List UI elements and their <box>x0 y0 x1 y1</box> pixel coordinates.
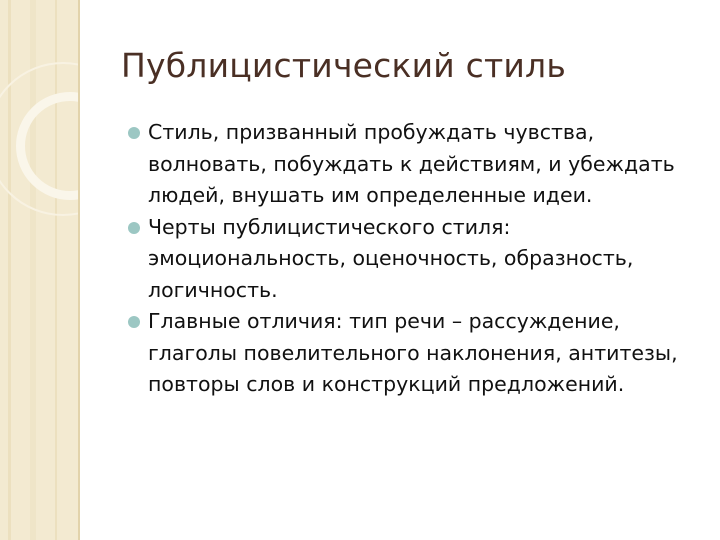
bullet-item <box>128 306 708 401</box>
bullet-dot-icon <box>128 316 140 328</box>
bullet-item <box>128 212 708 307</box>
side-panel-edge <box>78 0 80 540</box>
bullet-text: Главные отличия: тип речи – рассуждение, глаголы повелительного наклонения, антитезы, повторы слов и конструкций предложений. <box>148 309 678 396</box>
bullet-item <box>128 117 708 212</box>
decorative-side-panel <box>0 0 78 540</box>
bullet-text: Черты публицистического стиля: эмоциональность, оценочность, образность, логичность. <box>148 214 634 302</box>
bullet-dot-icon <box>128 222 140 234</box>
bullet-text: Стиль, призванный пробуждать чувства, волновать, побуждать к действиям, и убеждать людей, внушать им определенные идеи. <box>148 120 675 207</box>
slide-title: Публицистический стиль <box>121 46 566 85</box>
bullet-list <box>128 117 708 401</box>
bullet-dot-icon <box>128 127 140 139</box>
